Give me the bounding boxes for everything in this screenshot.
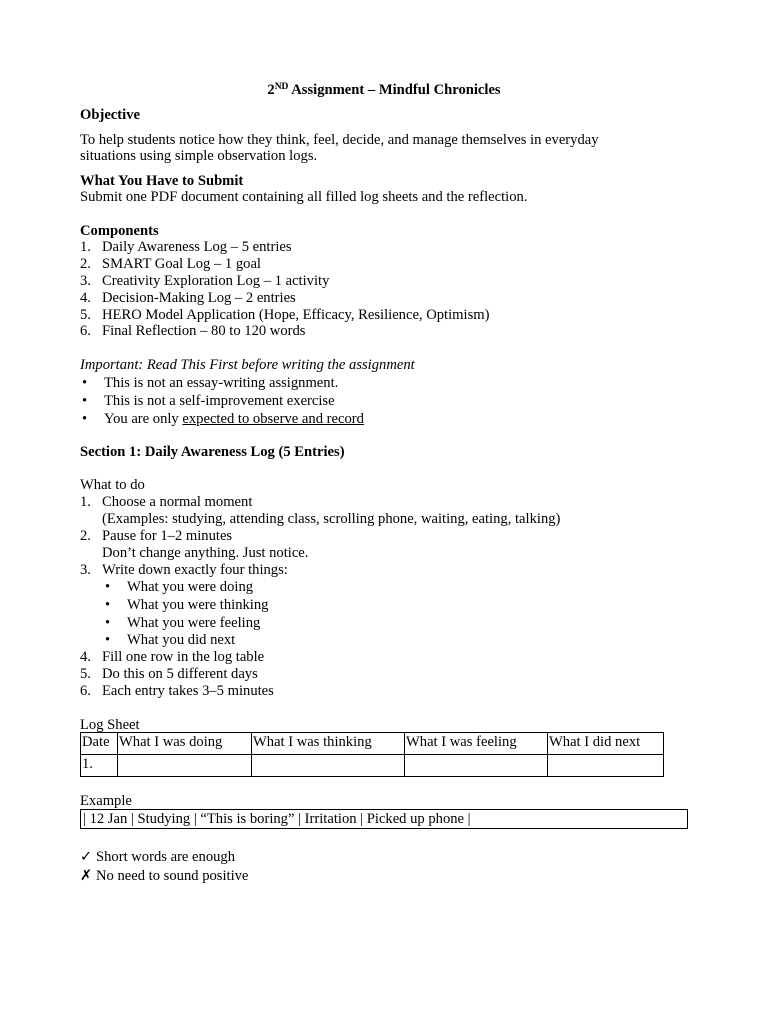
table-cell (118, 755, 252, 777)
table-header-cell: What I was thinking (252, 733, 405, 755)
component-item: 3. Creativity Exploration Log – 1 activity (80, 273, 330, 289)
table-header-row (81, 733, 664, 755)
step-item: 6. Each entry takes 3–5 minutes (80, 683, 274, 699)
component-item: 1. Daily Awareness Log – 5 entries (80, 239, 292, 255)
note-cross: ✗ No need to sound positive (80, 868, 249, 884)
step-item: 1. Choose a normal moment (80, 494, 253, 510)
step-item: 5. Do this on 5 different days (80, 666, 258, 682)
table-row (81, 755, 664, 777)
sub-bullet: • What you were thinking (105, 597, 269, 613)
important-heading: Important: Read This First before writing the assignment (80, 357, 415, 373)
component-item: 2. SMART Goal Log – 1 goal (80, 256, 261, 272)
component-item: 5. HERO Model Application (Hope, Efficacy, Resilience, Optimism) (80, 307, 490, 323)
what-to-do-label: What to do (80, 477, 145, 493)
important-bullet: • You are only expected to observe and record (82, 411, 364, 427)
cross-icon: ✗ (80, 868, 93, 884)
objective-line-1: To help students notice how they think, feel, decide, and manage themselves in everyday (80, 132, 599, 148)
page-title: 2ND Assignment – Mindful Chronicles (267, 82, 501, 98)
step-subtext: Don’t change anything. Just notice. (102, 545, 309, 561)
components-heading: Components (80, 223, 159, 239)
log-sheet-table (80, 732, 664, 777)
sub-bullet: • What you were feeling (105, 615, 261, 631)
table-header-cell: What I did next (548, 733, 664, 755)
table-header-cell: What I was doing (118, 733, 252, 755)
check-icon: ✓ (80, 849, 93, 865)
section1-heading: Section 1: Daily Awareness Log (5 Entries) (80, 444, 345, 460)
example-box: | 12 Jan | Studying | “This is boring” | Irritation | Picked up phone | (80, 809, 688, 829)
table-cell (548, 755, 664, 777)
table-cell (252, 755, 405, 777)
step-subtext: (Examples: studying, attending class, scrolling phone, waiting, eating, talking) (102, 511, 561, 527)
step-item: 4. Fill one row in the log table (80, 649, 265, 665)
sub-bullet: • What you did next (105, 632, 236, 648)
submit-heading: What You Have to Submit (80, 173, 244, 189)
objective-heading: Objective (80, 107, 140, 123)
important-bullet: • This is not an essay-writing assignment. (82, 375, 339, 391)
sub-bullet: • What you were doing (105, 579, 254, 595)
objective-line-2: situations using simple observation logs. (80, 148, 318, 164)
component-item: 4. Decision-Making Log – 2 entries (80, 290, 296, 306)
table-cell: 1. (81, 755, 118, 777)
table-header-cell: Date (81, 733, 118, 755)
component-item: 6. Final Reflection – 80 to 120 words (80, 323, 306, 339)
example-label: Example (80, 793, 132, 809)
important-bullet: • This is not a self-improvement exercise (82, 393, 335, 409)
table-cell (405, 755, 548, 777)
log-sheet-label: Log Sheet (80, 717, 140, 733)
note-check: ✓ Short words are enough (80, 849, 236, 865)
submit-text: Submit one PDF document containing all filled log sheets and the reflection. (80, 189, 528, 205)
step-item: 2. Pause for 1–2 minutes (80, 528, 233, 544)
step-item: 3. Write down exactly four things: (80, 562, 288, 578)
table-header-cell: What I was feeling (405, 733, 548, 755)
